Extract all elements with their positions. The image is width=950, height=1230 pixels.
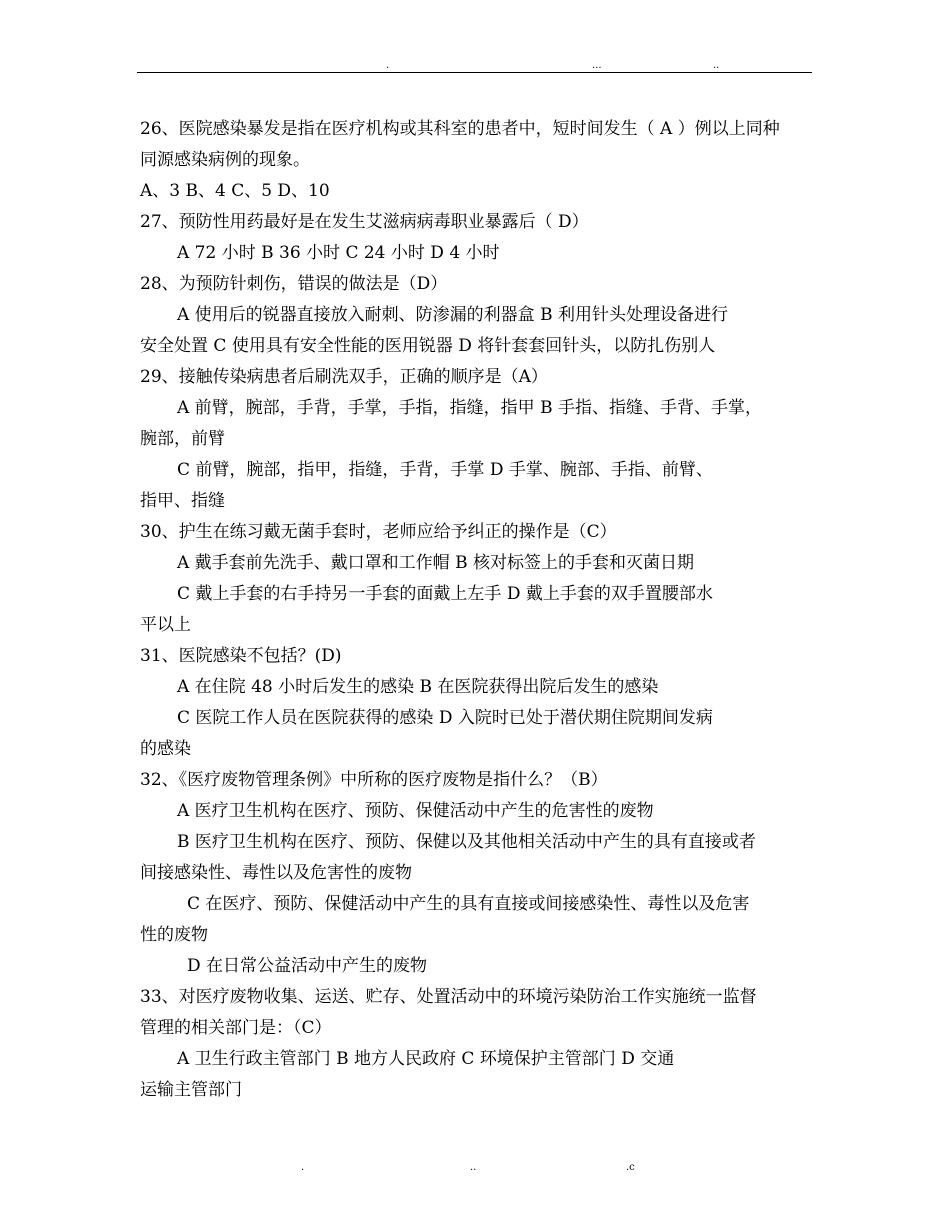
q33-options-line-2: 运输主管部门 xyxy=(140,1080,242,1100)
q30-options-line-1: A 戴手套前先洗手、戴口罩和工作帽 B 核对标签上的手套和灭菌日期 xyxy=(177,553,694,573)
header-dot-1: . xyxy=(386,60,390,71)
q28-stem: 28、为预防针刺伤，错误的做法是（D） xyxy=(140,274,448,294)
q31-options-line-2: C 医院工作人员在医院获得的感染 D 入院时已处于潜伏期住院期间发病 xyxy=(177,708,713,728)
q29-options-line-3: C 前臂，腕部，指甲，指缝，手背，手掌 D 手掌、腕部、手指、前臂、 xyxy=(177,460,713,480)
q26-stem-line-1: 26、医院感染暴发是指在医疗机构或其科室的患者中，短时间发生（ A ）例以上同种 xyxy=(140,119,780,139)
footer-dot-1: . xyxy=(301,1162,305,1173)
q32-option-c-line-2: 性的废物 xyxy=(140,925,208,945)
q29-options-line-2: 腕部，前臂 xyxy=(140,429,225,449)
q31-options-line-1: A 在住院 48 小时后发生的感染 B 在医院获得出院后发生的感染 xyxy=(177,677,659,697)
q30-stem: 30、护生在练习戴无菌手套时，老师应给予纠正的操作是（C） xyxy=(140,522,617,542)
header-dot-2: ... xyxy=(592,60,602,71)
footer-dot-2: .. xyxy=(470,1162,477,1173)
q32-option-a: A 医疗卫生机构在医疗、预防、保健活动中产生的危害性的废物 xyxy=(177,801,654,821)
q29-stem: 29、接触传染病患者后刷洗双手，正确的顺序是（A） xyxy=(140,367,548,387)
q30-options-line-2: C 戴上手套的右手持另一手套的面戴上左手 D 戴上手套的双手置腰部水 xyxy=(177,584,713,604)
q27-options: A 72 小时 B 36 小时 C 24 小时 D 4 小时 xyxy=(177,243,500,263)
q33-options-line-1: A 卫生行政主管部门 B 地方人民政府 C 环境保护主管部门 D 交通 xyxy=(177,1049,675,1069)
q32-option-b-line-2: 间接感染性、毒性以及危害性的废物 xyxy=(140,863,412,883)
q31-stem: 31、医院感染不包括？(D) xyxy=(140,646,342,666)
q32-option-b-line-1: B 医疗卫生机构在医疗、预防、保健以及其他相关活动中产生的具有直接或者 xyxy=(177,832,756,852)
q29-options-line-4: 指甲、指缝 xyxy=(140,491,225,511)
q29-options-line-1: A 前臂，腕部，手背，手掌，手指，指缝，指甲 B 手指、指缝、手背、手掌， xyxy=(177,398,762,418)
q33-stem-line-1: 33、对医疗废物收集、运送、贮存、处置活动中的环境污染防治工作实施统一监督 xyxy=(140,987,757,1007)
q32-stem: 32、《医疗废物管理条例》中所称的医疗废物是指什么？（B） xyxy=(140,770,608,790)
q31-options-line-3: 的感染 xyxy=(140,739,191,759)
q33-stem-line-2: 管理的相关部门是：（C） xyxy=(140,1018,332,1038)
q32-option-d: D 在日常公益活动中产生的废物 xyxy=(187,956,428,976)
q27-stem: 27、预防性用药最好是在发生艾滋病病毒职业暴露后（ D） xyxy=(140,212,589,232)
q26-options: A、3 B、4 C、5 D、10 xyxy=(140,181,330,201)
q30-options-line-3: 平以上 xyxy=(140,615,191,635)
header-rule xyxy=(137,72,812,73)
q32-option-c-line-1: C 在医疗、预防、保健活动中产生的具有直接或间接感染性、毒性以及危害 xyxy=(187,894,750,914)
footer-dot-3: .c xyxy=(626,1162,635,1173)
q28-options-line-2: 安全处置 C 使用具有安全性能的医用锐器 D 将针套套回针头，以防扎伤别人 xyxy=(140,336,716,356)
q28-options-line-1: A 使用后的锐器直接放入耐刺、防渗漏的利器盒 B 利用针头处理设备进行 xyxy=(177,305,728,325)
q26-stem-line-2: 同源感染病例的现象。 xyxy=(140,150,310,170)
header-dot-3: .. xyxy=(713,60,720,71)
